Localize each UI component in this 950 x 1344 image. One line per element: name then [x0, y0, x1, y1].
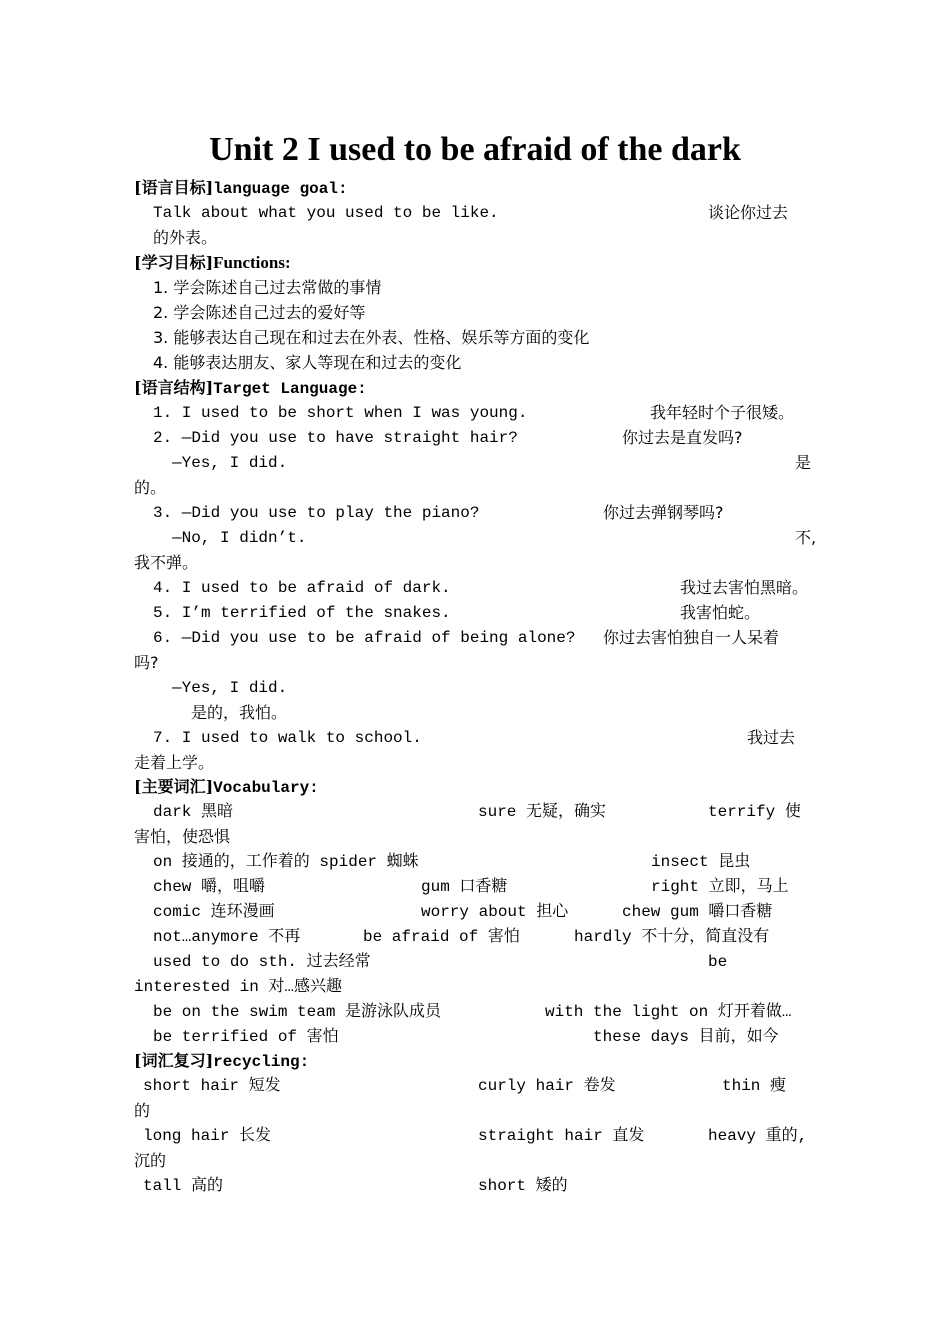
vocab-entry: hardly 不十分，简直没有 [574, 928, 770, 946]
sentence-en: —Yes, I did. [172, 454, 288, 472]
heading-en: Functions: [213, 253, 291, 272]
heading-zh: [语言结构] [134, 378, 214, 397]
sentence-zh: 我年轻时个子很矮。 [650, 403, 795, 422]
sentence-zh: 我过去 [747, 728, 796, 747]
sentence-zh: 是 [795, 453, 812, 472]
sentence-zh: 你过去害怕独自一人呆着 [603, 628, 780, 647]
vocab-entry: not…anymore 不再 [153, 928, 301, 946]
vocab-entry: chew gum 嚼口香糖 [622, 903, 773, 921]
vocab-entry: chew 嚼，咀嚼 [153, 878, 266, 896]
vocab-entry-cont: interested in 对…感兴趣 [134, 978, 343, 996]
heading-zh: [学习目标] [134, 253, 214, 272]
heading-en: language goal: [213, 180, 348, 198]
vocab-entry: be terrified of 害怕 [153, 1028, 339, 1046]
sentence-en: —No, I didn’t. [172, 529, 307, 547]
functions-item: 1. 学会陈述自己过去常做的事情 [153, 278, 382, 297]
functions-item: 4. 能够表达朋友、家人等现在和过去的变化 [153, 353, 462, 372]
heading-en: Vocabulary: [213, 779, 319, 797]
functions-item: 2. 学会陈述自己过去的爱好等 [153, 303, 366, 322]
vocab-entry: worry about 担心 [421, 903, 569, 921]
sentence-zh-cont: 走着上学。 [134, 753, 215, 772]
recycling-entry: short 矮的 [478, 1177, 568, 1195]
vocab-entry: be afraid of 害怕 [363, 928, 520, 946]
vocabulary-heading [134, 775, 319, 800]
sentence-en: 4. I used to be afraid of dark. [153, 579, 451, 597]
vocab-entry: be [708, 953, 728, 971]
heading-en: Target Language: [213, 380, 367, 398]
sentence-zh: 你过去弹钢琴吗? [603, 503, 724, 522]
language-goal-text-zh-cont: 的外表。 [153, 228, 218, 247]
sentence-en: —Yes, I did. [172, 679, 288, 697]
recycling-entry-cont: 的 [134, 1101, 151, 1120]
recycling-entry: short hair 短发 [143, 1077, 281, 1095]
heading-zh: [主要词汇] [134, 777, 214, 796]
vocab-entry-cont: 害怕，使恐惧 [134, 827, 231, 846]
sentence-en: 5. I’m terrified of the snakes. [153, 604, 451, 622]
vocab-entry: these days 目前，如今 [593, 1028, 779, 1046]
sentence-zh-cont: 是的，我怕。 [191, 703, 288, 722]
sentence-zh: 我害怕蛇。 [680, 603, 761, 622]
vocab-entry: insect 昆虫 [651, 853, 751, 871]
recycling-entry: tall 高的 [143, 1177, 224, 1195]
vocab-entry: on 接通的，工作着的 spider 蜘蛛 [153, 853, 419, 871]
sentence-en: 3. —Did you use to play the piano? [153, 504, 480, 522]
sentence-en: 1. I used to be short when I was young. [153, 404, 528, 422]
vocab-entry: sure 无疑，确实 [478, 803, 607, 821]
vocab-entry: gum 口香糖 [421, 878, 508, 896]
vocab-entry: terrify 使 [708, 803, 801, 821]
target-language-heading [134, 376, 367, 401]
sentence-en: 2. —Did you use to have straight hair? [153, 429, 518, 447]
recycling-entry: heavy 重的, [708, 1127, 808, 1145]
vocab-entry: used to do sth. 过去经常 [153, 953, 371, 971]
recycling-entry: thin 瘦 [722, 1077, 787, 1095]
functions-item: 3. 能够表达自己现在和过去在外表、性格、娱乐等方面的变化 [153, 328, 590, 347]
language-goal-heading [134, 176, 348, 201]
language-goal-text-en: Talk about what you used to be like. [153, 204, 499, 222]
vocab-entry: right 立即，马上 [651, 878, 789, 896]
sentence-zh-cont: 我不弹。 [134, 553, 199, 572]
functions-heading [134, 251, 291, 275]
vocab-entry: with the light on 灯开着做… [545, 1003, 792, 1021]
language-goal-text-zh: 谈论你过去 [708, 203, 789, 222]
sentence-en: 7. I used to walk to school. [153, 729, 422, 747]
sentence-zh-cont: 吗? [134, 653, 159, 672]
heading-en: recycling: [213, 1053, 310, 1071]
page-title: Unit 2 I used to be afraid of the dark [209, 131, 741, 168]
heading-zh: [语言目标] [134, 178, 214, 197]
recycling-entry-cont: 沉的 [134, 1151, 167, 1170]
sentence-zh: 我过去害怕黑暗。 [680, 578, 809, 597]
sentence-en: 6. —Did you use to be afraid of being alone? [153, 629, 576, 647]
sentence-zh-cont: 的。 [134, 478, 167, 497]
vocab-entry: dark 黑暗 [153, 803, 234, 821]
recycling-heading [134, 1049, 309, 1074]
sentence-zh: 不, [795, 528, 817, 547]
sentence-zh: 你过去是直发吗? [622, 428, 743, 447]
recycling-entry: curly hair 卷发 [478, 1077, 616, 1095]
recycling-entry: long hair 长发 [143, 1127, 272, 1145]
vocab-entry: be on the swim team 是游泳队成员 [153, 1003, 442, 1021]
recycling-entry: straight hair 直发 [478, 1127, 645, 1145]
heading-zh: [词汇复习] [134, 1051, 214, 1070]
vocab-entry: comic 连环漫画 [153, 903, 275, 921]
